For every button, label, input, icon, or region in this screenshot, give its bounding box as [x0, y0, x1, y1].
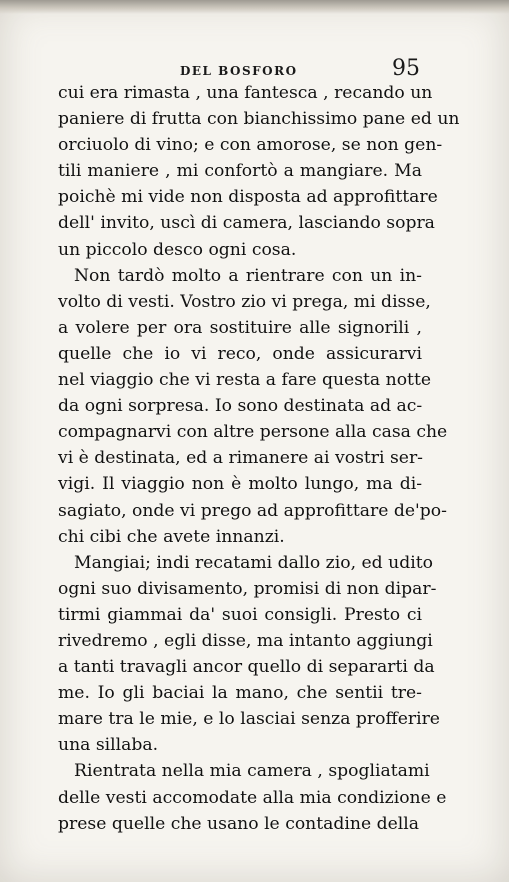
- text-line: chi cibi che avete innanzi.: [58, 526, 285, 547]
- text-line: rivedremo , egli disse, ma intanto aggiungi: [58, 630, 433, 651]
- text-line: da ogni sorpresa. Io sono destinata ad ac-: [58, 396, 423, 417]
- text-line: sagiato, onde vi prego ad approfittare de'po-: [58, 500, 447, 521]
- text-line: un piccolo desco ogni cosa.: [58, 239, 297, 260]
- text-line: tirmi giammai da' suoi consigli. Presto ci: [58, 604, 422, 625]
- text-line: quelle che io vi reco, onde assicurarvi: [58, 343, 422, 364]
- text-line: volto di vesti. Vostro zio vi prega, mi disse,: [58, 291, 431, 312]
- text-line: nel viaggio che vi resta a fare questa notte: [58, 370, 432, 391]
- text-line: prese quelle che usano le contadine della: [58, 813, 420, 834]
- text-line: ogni suo divisamento, promisi di non dipar-: [58, 578, 437, 599]
- text-line: orciuolo di vino; e con amorose, se non gen-: [58, 135, 443, 156]
- text-line: Mangiai; indi recatami dallo zio, ed udito: [74, 552, 433, 573]
- paragraph: [58, 80, 460, 263]
- text-line: cui era rimasta , una fantesca , recando un: [58, 83, 433, 103]
- text-line: paniere di frutta con bianchissimo pane ed un: [58, 109, 460, 130]
- paragraph: [58, 550, 440, 759]
- page-number: 95: [392, 56, 420, 81]
- running-head: DEL BOSFORO: [180, 64, 298, 78]
- text-line: vigi. Il viaggio non è molto lungo, ma di-: [58, 474, 422, 495]
- text-line: tili maniere , mi confortò a mangiare. Ma: [58, 161, 422, 182]
- text-line: a tanti travagli ancor quello di separarti da: [58, 657, 435, 678]
- text-line: me. Io gli baciai la mano, che sentii tre-: [58, 683, 422, 704]
- text-line: a volere per ora sostituire alle signorili ,: [58, 317, 422, 338]
- text-line: poichè mi vide non disposta ad approfittare: [58, 187, 438, 208]
- text-line: vi è destinata, ed a rimanere ai vostri ser-: [58, 448, 423, 469]
- text-line: una sillaba.: [58, 735, 159, 756]
- page-top-edge: [0, 0, 509, 14]
- text-line: mare tra le mie, e lo lasciai senza profferire: [58, 709, 440, 730]
- text-line: Non tardò molto a rientrare con un in-: [74, 265, 422, 286]
- text-line: dell' invito, uscì di camera, lasciando sopra: [58, 213, 435, 234]
- paragraph: [58, 263, 448, 550]
- body-text: [58, 80, 460, 837]
- text-line: Rientrata nella mia camera , spogliatami: [74, 761, 430, 782]
- text-line: compagnarvi con altre persone alla casa che: [58, 422, 448, 443]
- text-line: delle vesti accomodate alla mia condizione e: [58, 787, 447, 808]
- paragraph: [58, 758, 447, 836]
